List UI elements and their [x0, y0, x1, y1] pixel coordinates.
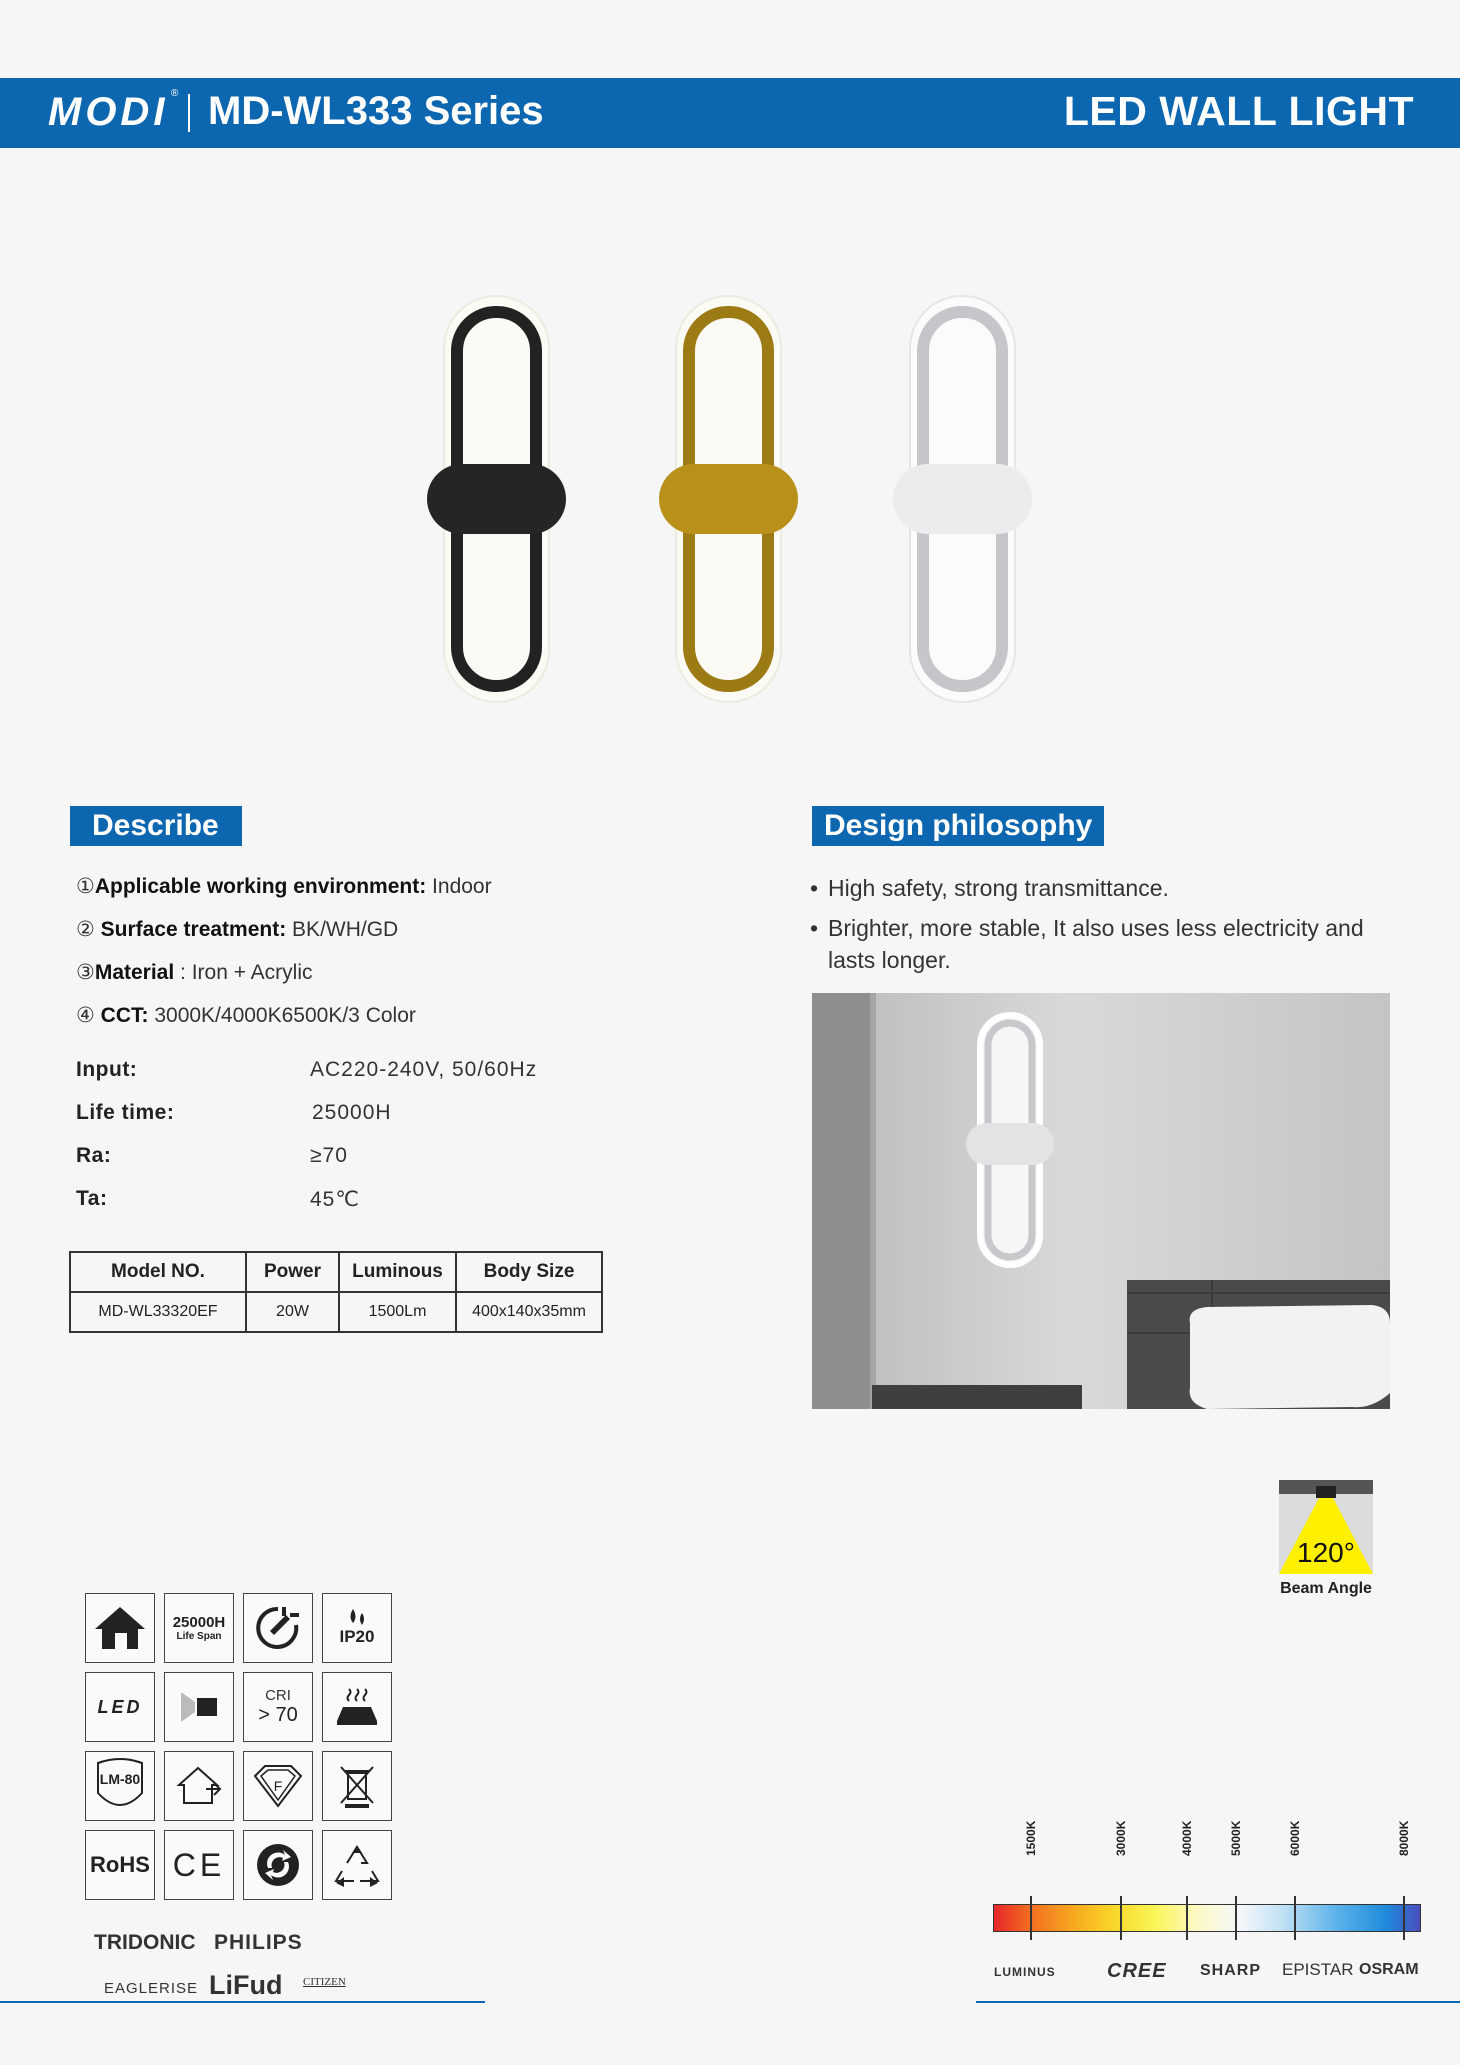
table-header-power: Power: [246, 1252, 339, 1292]
describe-item-surface: ② Surface treatment: BK/WH/GD: [76, 918, 399, 941]
cct-label-6000k: 6000K: [1288, 1820, 1302, 1856]
f-mark-label: F: [273, 1778, 283, 1794]
spec-ra-value: ≥70: [310, 1144, 348, 1167]
indoor-house-icon: [85, 1593, 155, 1663]
lamp-gold-image: [656, 294, 801, 704]
lamp-white-image: [890, 294, 1035, 704]
lamp-black-image: [424, 294, 569, 704]
describe-item-environment: ①Applicable working environment: Indoor: [76, 875, 492, 898]
describe-section-title: Describe: [70, 806, 242, 846]
cct-color-scale: [993, 1904, 1421, 1932]
beam-angle-value: 120°: [1297, 1537, 1355, 1568]
beam-angle-label: Beam Angle: [1280, 1580, 1372, 1597]
brand-citizen: CITIZEN: [303, 1976, 346, 1988]
cct-label-4000k: 4000K: [1180, 1820, 1194, 1856]
table-row: [70, 1292, 602, 1332]
category-title: LED WALL LIGHT: [1063, 88, 1414, 134]
spec-input-key: Input:: [76, 1058, 138, 1081]
lifespan-icon: 25000H Life Span: [164, 1593, 234, 1663]
cct-tick-3000k: [1120, 1896, 1122, 1940]
weee-bin-icon: [322, 1751, 392, 1821]
cct-label-8000k: 8000K: [1397, 1820, 1411, 1856]
table-cell-power: 20W: [246, 1292, 339, 1332]
describe-item-material: ③Material : Iron + Acrylic: [76, 961, 313, 984]
ip20-rating-icon: IP20: [322, 1593, 392, 1663]
table-header-model: Model NO.: [70, 1252, 246, 1292]
table-header-luminous: Luminous: [339, 1252, 456, 1292]
table-cell-model: MD-WL33320EF: [70, 1292, 246, 1332]
spec-ta-value: 45℃: [310, 1188, 360, 1211]
brand-logo: MODI: [48, 90, 169, 134]
cri-rating-icon: CRI > 70: [243, 1672, 313, 1742]
brand-epistar: EPISTAR: [1282, 1960, 1354, 1979]
brand-luminus: LUMINUS: [994, 1965, 1056, 1979]
design-bullet-1: • High safety, strong transmittance.: [810, 875, 1169, 901]
brand-tridonic: TRIDONIC: [94, 1931, 196, 1954]
model-spec-table: [69, 1251, 603, 1333]
spec-ta-key: Ta:: [76, 1187, 108, 1210]
cct-tick-5000k: [1235, 1896, 1237, 1940]
cct-tick-6000k: [1294, 1896, 1296, 1940]
brand-osram: OSRAM: [1359, 1961, 1419, 1978]
led-icon: LED: [85, 1672, 155, 1742]
recycle-icon: [322, 1830, 392, 1900]
brand-philips: PHILIPS: [214, 1931, 303, 1954]
cct-label-5000k: 5000K: [1229, 1820, 1243, 1856]
design-section-title: Design philosophy: [812, 806, 1104, 846]
brand-cree: CREE: [1107, 1960, 1167, 1982]
table-header-row: [70, 1252, 602, 1292]
table-header-body-size: Body Size: [456, 1252, 602, 1292]
table-cell-body-size: 400x140x35mm: [456, 1292, 602, 1332]
table-cell-luminous: 1500Lm: [339, 1292, 456, 1332]
footer-line-left: [0, 2001, 485, 2003]
design-bullet-2: • Brighter, more stable, It also uses less electricity and lasts longer.: [810, 915, 1364, 973]
rohs-icon: RoHS: [85, 1830, 155, 1900]
lm80-label: LM-80: [99, 1771, 141, 1787]
cct-tick-8000k: [1403, 1896, 1405, 1940]
footer-line-right: [976, 2001, 1460, 2003]
cct-tick-1500k: [1030, 1896, 1032, 1940]
ce-mark-icon: CE: [164, 1830, 234, 1900]
f-mark-diamond-icon: [243, 1751, 313, 1821]
lm80-shield-icon: [85, 1751, 155, 1821]
green-dot-icon: [243, 1830, 313, 1900]
dimming-light-icon: [164, 1672, 234, 1742]
spec-input-value: AC220-240V, 50/60Hz: [310, 1058, 538, 1081]
energy-saving-plug-icon: [243, 1593, 313, 1663]
series-title: MD-WL333 Series: [208, 89, 544, 133]
brand-registered-mark: ®: [171, 88, 179, 99]
header-divider: [188, 94, 190, 132]
spec-lifetime-value: 25000H: [312, 1101, 392, 1124]
cct-label-3000k: 3000K: [1114, 1820, 1128, 1856]
brand-eaglerise: EAGLERISE: [104, 1980, 199, 1997]
brand-sharp: SHARP: [1200, 1962, 1262, 1979]
spec-ra-key: Ra:: [76, 1144, 112, 1167]
brand-lifud: LiFud: [209, 1970, 283, 2000]
spec-lifetime-key: Life time:: [76, 1101, 175, 1124]
heat-dissipation-icon: [322, 1672, 392, 1742]
cct-label-1500k: 1500K: [1024, 1820, 1038, 1856]
easy-install-house-icon: [164, 1751, 234, 1821]
room-scene-image: [812, 993, 1390, 1409]
cct-tick-4000k: [1186, 1896, 1188, 1940]
describe-item-cct: ④ CCT: 3000K/4000K6500K/3 Color: [76, 1004, 416, 1027]
